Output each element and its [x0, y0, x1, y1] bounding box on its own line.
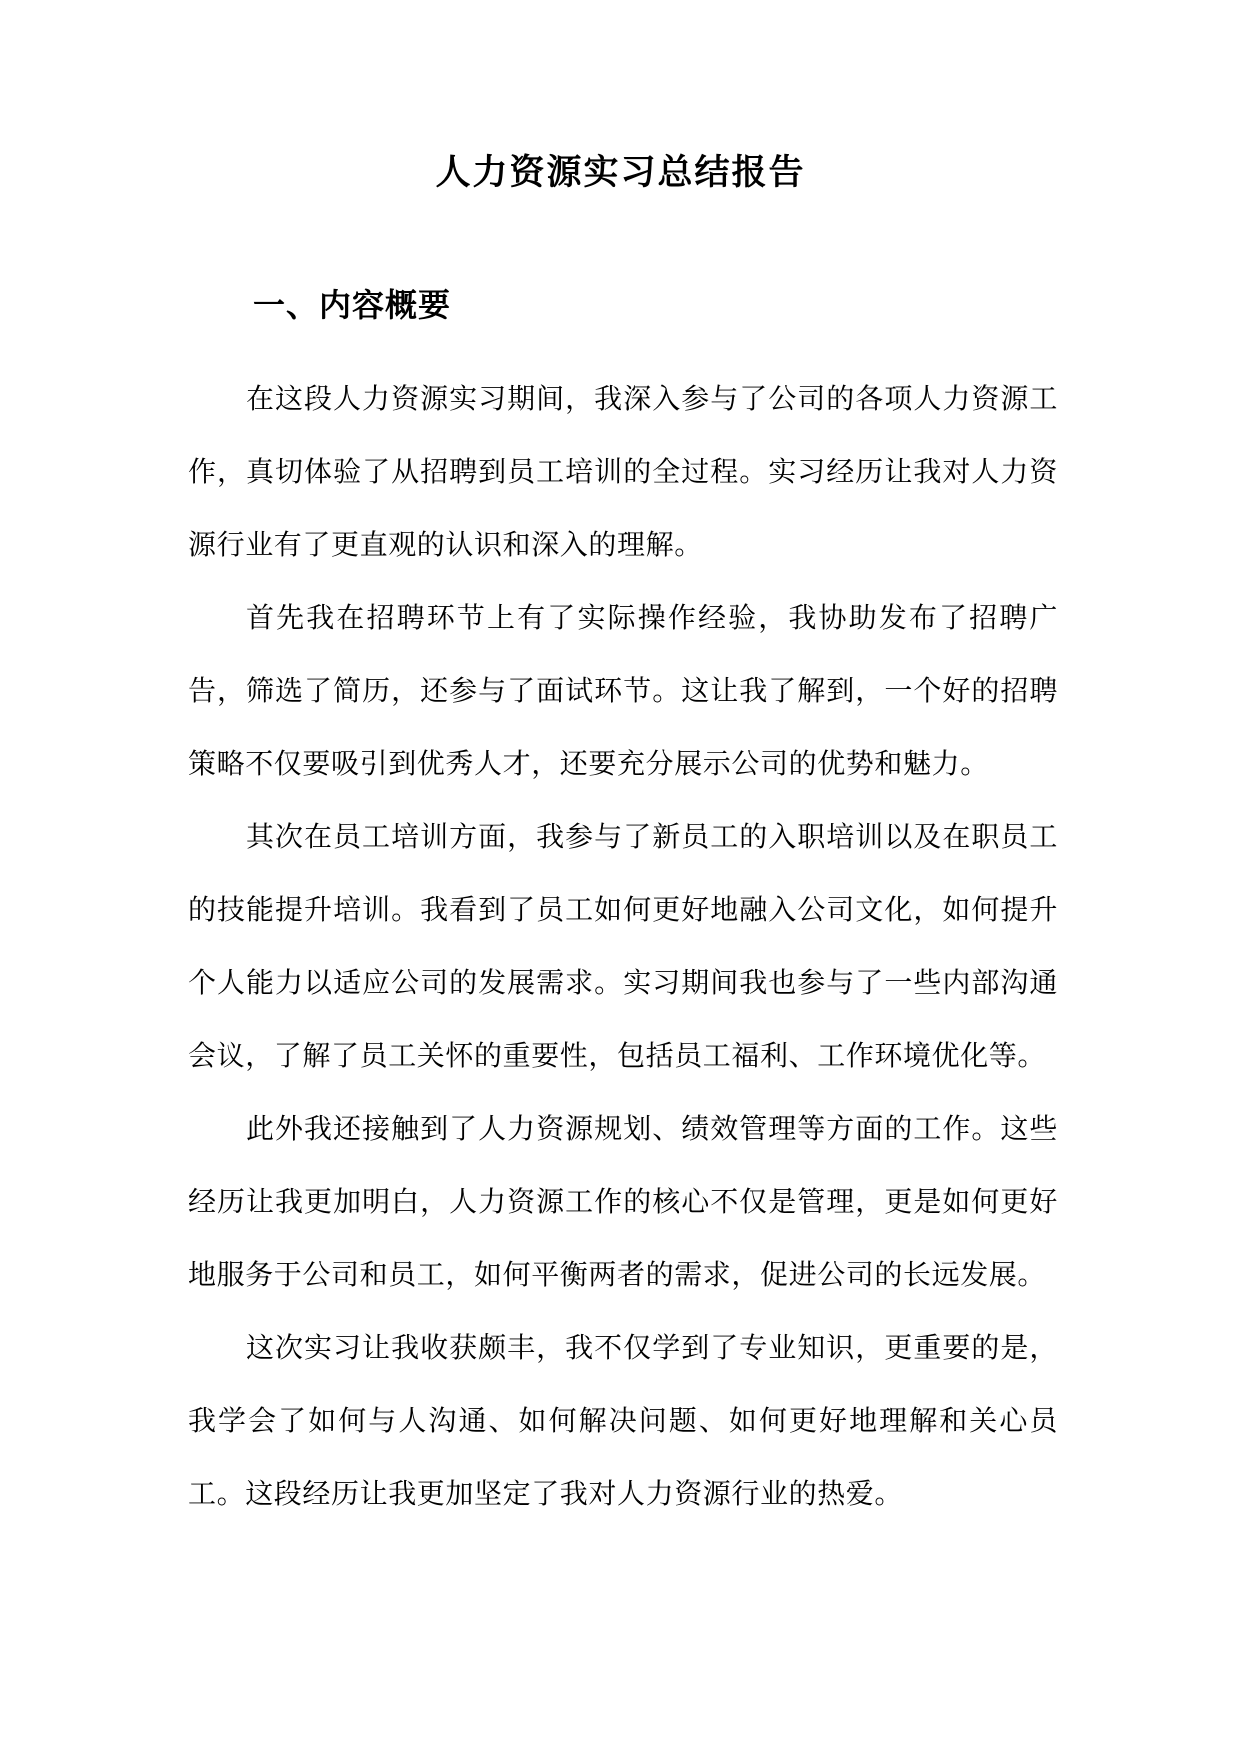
section-body	[188, 362, 1058, 1530]
paragraph: 此外我还接触到了人力资源规划、绩效管理等方面的工作。这些经历让我更加明白，人力资源工作的核心不仅是管理，更是如何更好地服务于公司和员工，如何平衡两者的需求，促进公司的长远发展。	[188, 1112, 1058, 1291]
paragraph: 这次实习让我收获颇丰，我不仅学到了专业知识，更重要的是，我学会了如何与人沟通、如何解决问题、如何更好地理解和关心员工。这段经历让我更加坚定了我对人力资源行业的热爱。	[188, 1331, 1058, 1510]
section-heading: 一、内容概要	[253, 286, 452, 324]
document-title: 人力资源实习总结报告	[435, 152, 806, 193]
paragraph: 首先我在招聘环节上有了实际操作经验，我协助发布了招聘广告，筛选了简历，还参与了面试环节。这让我了解到，一个好的招聘策略不仅要吸引到优秀人才，还要充分展示公司的优势和魅力。	[188, 601, 1058, 780]
paragraph: 其次在员工培训方面，我参与了新员工的入职培训以及在职员工的技能提升培训。我看到了员工如何更好地融入公司文化，如何提升个人能力以适应公司的发展需求。实习期间我也参与了一些内部沟通会议，了解了员工关怀的重要性，包括员工福利、工作环境优化等。	[188, 820, 1058, 1072]
paragraph: 在这段人力资源实习期间，我深入参与了公司的各项人力资源工作，真切体验了从招聘到员工培训的全过程。实习经历让我对人力资源行业有了更直观的认识和深入的理解。	[188, 382, 1058, 561]
